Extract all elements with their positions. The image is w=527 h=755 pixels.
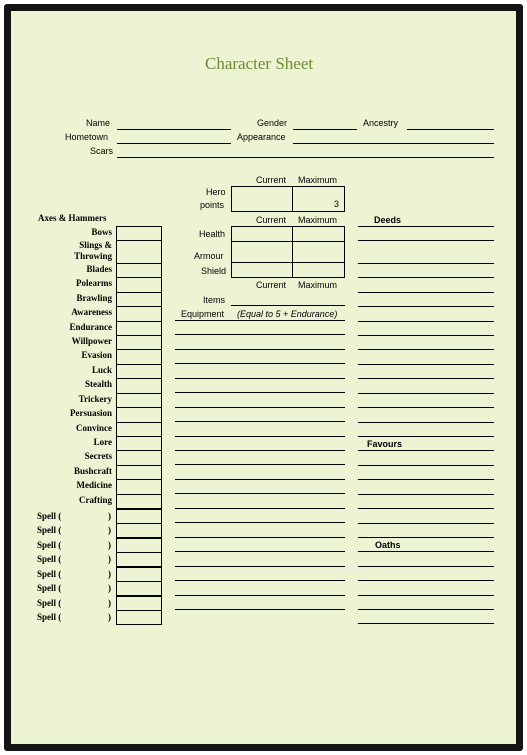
ancestry-label: Ancestry [363,118,399,128]
skill-box[interactable] [116,407,162,423]
deeds-label: Deeds [374,215,402,225]
skill-box[interactable] [116,378,162,394]
right-column-line[interactable] [358,465,494,466]
spell-box[interactable] [116,610,162,625]
equipment-line[interactable] [175,363,345,364]
gender-label: Gender [257,118,288,128]
spell-label-close: ) [108,583,111,593]
right-column-line[interactable] [358,450,494,451]
scars-field[interactable] [117,157,494,158]
skill-box[interactable] [116,349,162,365]
equipment-line[interactable] [175,566,345,567]
equipment-line[interactable] [175,479,345,480]
hero-maximum-header: Maximum [298,175,338,185]
skill-box[interactable] [116,226,162,241]
spell-box[interactable] [116,567,162,582]
equipment-note: (Equal to 5 + Endurance) [237,309,338,319]
hero-points-label-line2: points [200,200,225,210]
right-column-line[interactable] [358,240,494,241]
stats-maximum-header: Maximum [298,215,338,225]
skill-label: Bows [91,227,112,237]
hometown-field[interactable] [117,143,231,144]
right-column-line[interactable] [358,335,494,336]
spell-label: Spell ( [37,583,62,593]
right-column-line[interactable] [358,580,494,581]
hero-points-label-line1: Hero [206,187,226,197]
spell-label-close: ) [108,612,111,622]
right-column-line[interactable] [358,537,494,538]
right-column-line[interactable] [358,407,494,408]
skill-label: Trickery [78,394,112,404]
equipment-line[interactable] [175,609,345,610]
skill-box[interactable] [116,479,162,495]
skill-box[interactable] [116,450,162,466]
right-column-line[interactable] [358,422,494,423]
spell-label-close: ) [108,598,111,608]
skill-box[interactable] [116,436,162,451]
equipment-line[interactable] [175,349,345,350]
right-column-line[interactable] [358,479,494,480]
skill-label: Convince [76,423,112,433]
skill-box[interactable] [116,240,162,264]
skill-label: Blades [86,264,112,274]
right-column-line[interactable] [358,494,494,495]
spell-label-close: ) [108,569,111,579]
name-field[interactable] [117,129,231,130]
oaths-label: Oaths [375,540,401,550]
right-column-line[interactable] [358,609,494,610]
shield-label: Shield [201,266,227,276]
spell-label-close: ) [108,540,111,550]
skill-label: Awareness [71,307,112,317]
equipment-line[interactable] [175,378,345,379]
skill-box[interactable] [116,393,162,408]
spell-label-close: ) [108,554,111,564]
spell-box[interactable] [116,596,162,611]
skill-label: Bushcraft [74,466,112,476]
skill-label: Endurance [69,322,112,332]
skill-label: Willpower [71,336,112,346]
stats-table-divider [292,226,293,278]
skill-box[interactable] [116,335,162,350]
ancestry-field[interactable] [407,129,494,130]
equipment-line[interactable] [175,334,345,335]
skill-box[interactable] [116,494,162,509]
spell-box[interactable] [116,523,162,538]
equipment-line[interactable] [175,595,345,596]
skill-label: Stealth [85,379,112,389]
right-column-line[interactable] [358,393,494,394]
hero-points-maximum-value: 3 [334,199,340,209]
right-column-line[interactable] [358,306,494,307]
skill-label: Secrets [84,451,112,461]
spell-label: Spell ( [37,569,62,579]
items-current-header: Current [256,280,287,290]
name-label: Name [86,118,111,128]
spell-label: Spell ( [37,511,62,521]
right-column-line[interactable] [358,551,494,552]
skill-box[interactable] [116,263,162,278]
skills-header: Axes & Hammers [38,213,107,223]
right-column-line[interactable] [358,566,494,567]
spell-box[interactable] [116,509,162,524]
hometown-label: Hometown [65,132,109,142]
appearance-field[interactable] [293,143,494,144]
equipment-line[interactable] [175,320,345,321]
skill-label: Lore [93,437,112,447]
skill-label: Brawling [76,293,112,303]
equipment-line[interactable] [175,508,345,509]
skill-label: Persuasion [69,408,112,418]
right-column-line[interactable] [358,623,494,624]
equipment-line[interactable] [175,580,345,581]
spell-label: Spell ( [37,598,62,608]
skill-label: Crafting [79,495,112,505]
right-column-line[interactable] [358,523,494,524]
skill-box[interactable] [116,321,162,336]
right-column-line[interactable] [358,277,494,278]
right-column-line[interactable] [358,349,494,350]
skill-box[interactable] [116,364,162,379]
right-column-line[interactable] [358,595,494,596]
skill-box[interactable] [116,277,162,293]
right-column-line[interactable] [358,263,494,264]
spell-label: Spell ( [37,540,62,550]
stats-row-divider [231,262,345,263]
skill-label: Polearms [76,278,112,288]
armour-label: Armour [194,251,224,261]
right-column-line[interactable] [358,292,494,293]
hero-points-current-box[interactable] [231,186,293,212]
spell-box[interactable] [116,552,162,567]
equipment-line[interactable] [175,464,345,465]
skill-box[interactable] [116,465,162,480]
appearance-label: Appearance [237,132,286,142]
equipment-line[interactable] [175,493,345,494]
right-column-line[interactable] [358,436,494,437]
right-column-line[interactable] [358,364,494,365]
equipment-line[interactable] [175,450,345,451]
hero-current-header: Current [256,175,287,185]
spell-label: Spell ( [37,525,62,535]
skill-label: Luck [91,365,112,375]
scars-label: Scars [90,146,114,156]
skill-label: Slings & [79,240,112,250]
skill-label: Medicine [76,480,112,490]
spell-label: Spell ( [37,554,62,564]
right-column-line[interactable] [358,508,494,509]
right-column-line[interactable] [358,321,494,322]
spell-label-close: ) [108,511,111,521]
skill-label: Throwing [74,251,112,261]
spell-box[interactable] [116,538,162,553]
page-title: Character Sheet [205,54,314,73]
items-field[interactable] [231,305,345,306]
skill-box[interactable] [116,292,162,307]
right-column-line[interactable] [358,226,494,227]
gender-field[interactable] [293,129,357,130]
equipment-line[interactable] [175,392,345,393]
skill-box[interactable] [116,306,162,322]
favours-label: Favours [367,439,403,449]
spell-label-close: ) [108,525,111,535]
equipment-line[interactable] [175,551,345,552]
stats-row-divider [231,241,345,242]
stats-table [231,226,345,278]
equipment-line[interactable] [175,522,345,523]
skill-box[interactable] [116,422,162,437]
equipment-line[interactable] [175,436,345,437]
items-maximum-header: Maximum [298,280,338,290]
right-column-line[interactable] [358,378,494,379]
spell-box[interactable] [116,581,162,596]
equipment-line[interactable] [175,421,345,422]
skill-label: Evasion [81,350,112,360]
equipment-line[interactable] [175,407,345,408]
equipment-line[interactable] [175,537,345,538]
items-label: Items [203,295,226,305]
spell-label: Spell ( [37,612,62,622]
stats-current-header: Current [256,215,287,225]
health-label: Health [199,229,226,239]
equipment-label: Equipment [181,309,225,319]
